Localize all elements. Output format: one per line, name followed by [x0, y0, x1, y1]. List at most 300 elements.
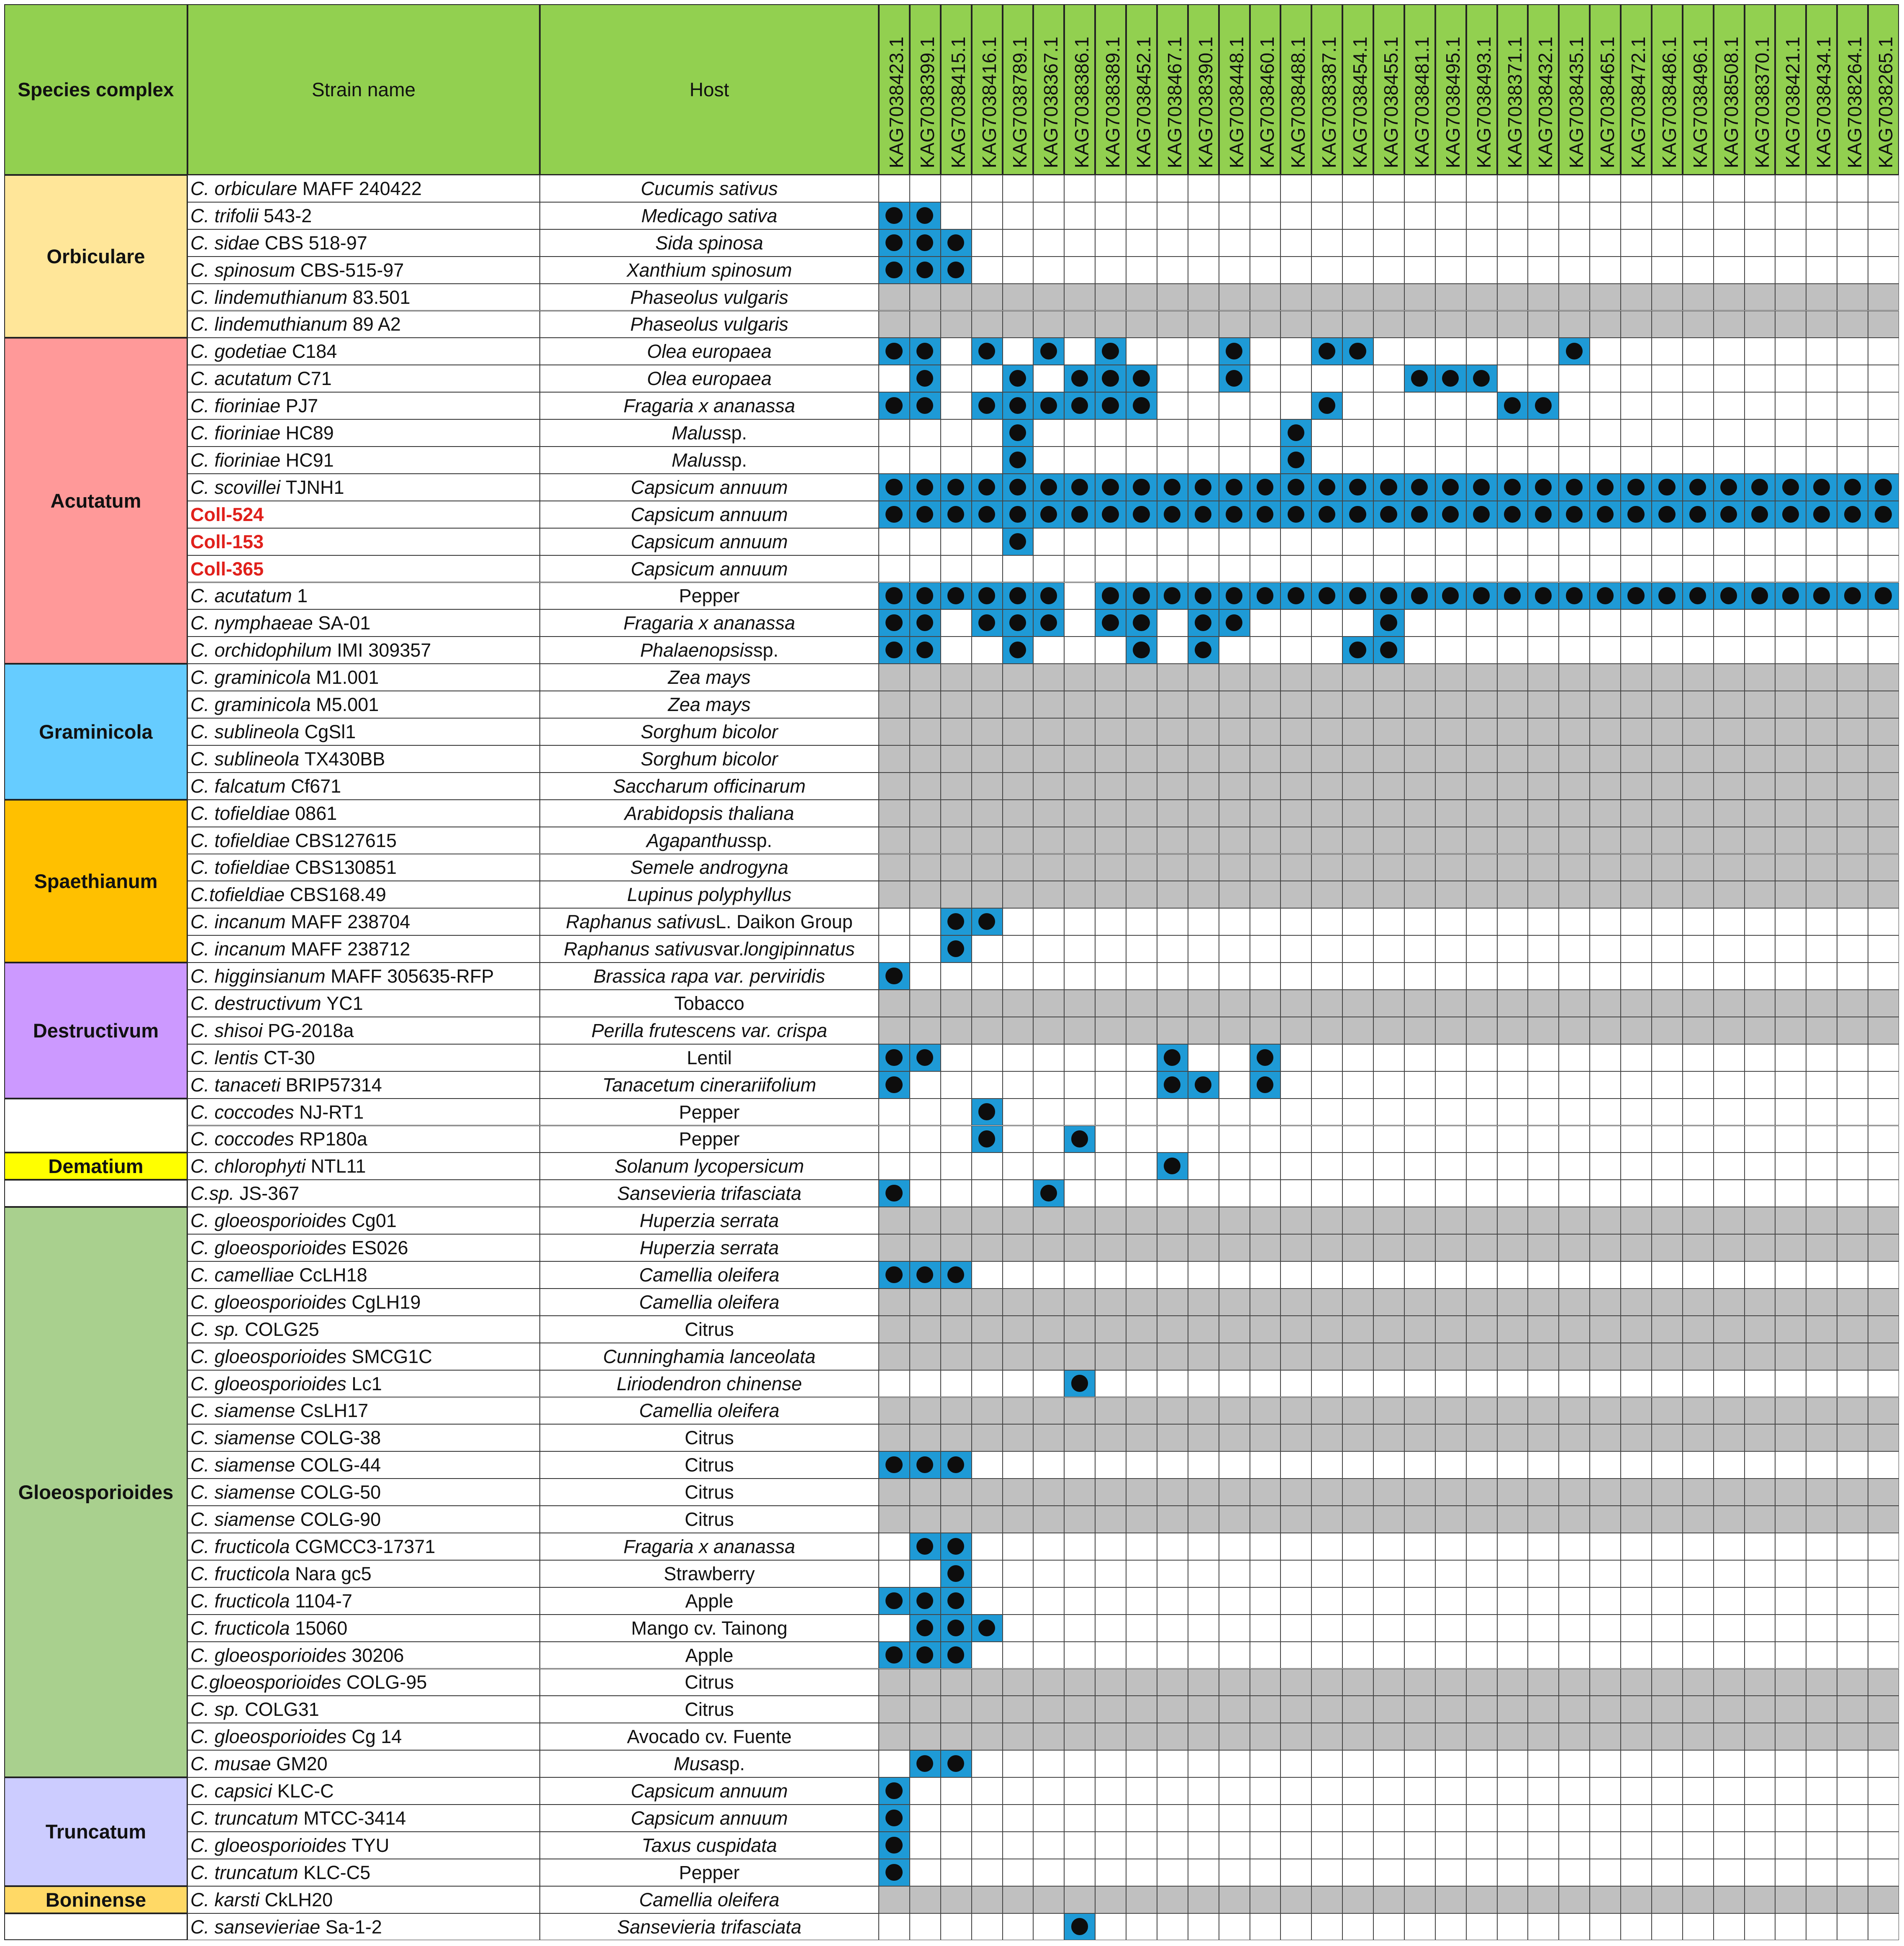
- empty-cell: [1745, 1696, 1776, 1723]
- empty-cell: [1033, 881, 1064, 908]
- empty-cell: [1652, 637, 1683, 664]
- host-cell: Malus sp.: [540, 447, 879, 474]
- empty-cell: [1342, 908, 1373, 935]
- empty-cell: [1064, 1642, 1095, 1669]
- empty-cell: [1250, 1805, 1281, 1832]
- empty-cell: [1559, 718, 1590, 745]
- strain-code: Cg 14: [352, 1726, 402, 1748]
- strain-name-cell: [187, 202, 540, 229]
- protein-column-header: [1219, 4, 1250, 175]
- presence-cell: [1033, 583, 1064, 610]
- empty-cell: [1590, 854, 1621, 881]
- strain-code: CBS 518-97: [264, 232, 367, 254]
- presence-dot: [1009, 370, 1026, 387]
- empty-cell: [1003, 1044, 1034, 1071]
- empty-cell: [1095, 1587, 1126, 1615]
- empty-cell: [1250, 1234, 1281, 1261]
- empty-cell: [1714, 1587, 1745, 1615]
- presence-dot: [1349, 479, 1366, 495]
- strain-name-cell: [187, 419, 540, 447]
- empty-cell: [1373, 935, 1404, 963]
- presence-dot: [1380, 614, 1397, 631]
- presence-dot: [885, 479, 902, 495]
- empty-cell: [1683, 1343, 1714, 1370]
- empty-cell: [1559, 311, 1590, 338]
- empty-cell: [1466, 1696, 1497, 1723]
- empty-cell: [1745, 392, 1776, 419]
- empty-cell: [1188, 935, 1219, 963]
- empty-cell: [1280, 1615, 1311, 1642]
- empty-cell: [1621, 1533, 1652, 1560]
- empty-cell: [1497, 257, 1528, 284]
- empty-cell: [1868, 1424, 1899, 1451]
- empty-cell: [1652, 1180, 1683, 1207]
- empty-cell: [1868, 773, 1899, 800]
- empty-cell: [1126, 1533, 1157, 1560]
- presence-dot: [885, 1782, 902, 1799]
- empty-cell: [1466, 800, 1497, 827]
- empty-cell: [941, 1099, 972, 1126]
- host-cell: Avocado cv. Fuente: [540, 1723, 879, 1750]
- strain-name-cell: [187, 1261, 540, 1289]
- empty-cell: [1868, 609, 1899, 637]
- empty-cell: [1528, 1153, 1559, 1180]
- presence-cell: [1497, 501, 1528, 528]
- presence-cell: [1528, 474, 1559, 501]
- empty-cell: [1497, 1642, 1528, 1669]
- presence-cell: [1466, 583, 1497, 610]
- empty-cell: [1652, 338, 1683, 365]
- empty-cell: [1126, 1506, 1157, 1533]
- empty-cell: [1868, 1696, 1899, 1723]
- strain-code: CBS-515-97: [300, 259, 404, 281]
- empty-cell: [1683, 1750, 1714, 1777]
- strain-name-cell: [187, 1777, 540, 1805]
- presence-dot: [885, 234, 902, 251]
- presence-cell: [972, 1099, 1003, 1126]
- empty-cell: [910, 1777, 941, 1805]
- strain-name-cell: [187, 1397, 540, 1425]
- protein-id-label: KAG7038496.1: [1689, 36, 1711, 168]
- empty-cell: [1745, 990, 1776, 1017]
- empty-cell: [1528, 1316, 1559, 1343]
- empty-cell: [1064, 175, 1095, 202]
- empty-cell: [972, 990, 1003, 1017]
- empty-cell: [910, 718, 941, 745]
- empty-cell: [1528, 1289, 1559, 1316]
- empty-cell: [1404, 773, 1435, 800]
- protein-id-label: KAG7038448.1: [1225, 36, 1247, 168]
- empty-cell: [1497, 1859, 1528, 1886]
- strain-name-cell: [187, 1723, 540, 1750]
- empty-cell: [1126, 1587, 1157, 1615]
- presence-cell: [1126, 637, 1157, 664]
- empty-cell: [1188, 1289, 1219, 1316]
- presence-cell: [1435, 583, 1466, 610]
- empty-cell: [1714, 1859, 1745, 1886]
- presence-dot: [978, 1620, 995, 1636]
- empty-cell: [1404, 311, 1435, 338]
- empty-cell: [1528, 311, 1559, 338]
- empty-cell: [1621, 528, 1652, 555]
- strain-code: Cf671: [291, 775, 341, 797]
- empty-cell: [1590, 311, 1621, 338]
- presence-dot: [1875, 587, 1891, 604]
- empty-cell: [1559, 691, 1590, 718]
- empty-cell: [1714, 1723, 1745, 1750]
- empty-cell: [1590, 935, 1621, 963]
- empty-cell: [1621, 1913, 1652, 1941]
- empty-cell: [1342, 1370, 1373, 1397]
- empty-cell: [1404, 881, 1435, 908]
- empty-cell: [910, 800, 941, 827]
- empty-cell: [1280, 1777, 1311, 1805]
- empty-cell: [1497, 1126, 1528, 1153]
- empty-cell: [1621, 447, 1652, 474]
- empty-cell: [1590, 1451, 1621, 1479]
- empty-cell: [1219, 175, 1250, 202]
- empty-cell: [1064, 1071, 1095, 1099]
- empty-cell: [1497, 745, 1528, 773]
- empty-cell: [1342, 1533, 1373, 1560]
- empty-cell: [1652, 1750, 1683, 1777]
- empty-cell: [1250, 1832, 1281, 1859]
- presence-dot: [1504, 397, 1521, 414]
- empty-cell: [1590, 1397, 1621, 1425]
- empty-cell: [1837, 365, 1868, 392]
- empty-cell: [1342, 854, 1373, 881]
- host-cell: Agapanthus sp.: [540, 827, 879, 854]
- empty-cell: [1590, 1723, 1621, 1750]
- presence-cell: [1559, 583, 1590, 610]
- presence-dot: [916, 479, 933, 495]
- presence-dot: [916, 262, 933, 278]
- empty-cell: [1435, 447, 1466, 474]
- empty-cell: [1775, 1044, 1806, 1071]
- empty-cell: [1683, 1479, 1714, 1506]
- empty-cell: [941, 447, 972, 474]
- empty-cell: [879, 1424, 910, 1451]
- empty-cell: [1404, 1234, 1435, 1261]
- empty-cell: [1404, 1723, 1435, 1750]
- empty-cell: [910, 1153, 941, 1180]
- empty-cell: [1837, 908, 1868, 935]
- empty-cell: [1559, 1723, 1590, 1750]
- empty-cell: [1404, 555, 1435, 583]
- empty-cell: [1621, 773, 1652, 800]
- empty-cell: [1095, 1207, 1126, 1234]
- empty-cell: [1373, 528, 1404, 555]
- empty-cell: [1683, 365, 1714, 392]
- protein-column-header: [972, 4, 1003, 175]
- presence-dot: [916, 1266, 933, 1283]
- empty-cell: [1095, 637, 1126, 664]
- empty-cell: [1590, 1017, 1621, 1044]
- empty-cell: [1003, 773, 1034, 800]
- empty-cell: [1868, 1234, 1899, 1261]
- empty-cell: [1528, 773, 1559, 800]
- empty-cell: [1404, 854, 1435, 881]
- empty-cell: [1652, 392, 1683, 419]
- empty-cell: [1868, 718, 1899, 745]
- empty-cell: [1683, 1071, 1714, 1099]
- empty-cell: [1342, 935, 1373, 963]
- presence-dot: [1319, 587, 1335, 604]
- empty-cell: [1466, 528, 1497, 555]
- empty-cell: [1745, 609, 1776, 637]
- empty-cell: [1280, 1859, 1311, 1886]
- presence-cell: [1652, 474, 1683, 501]
- empty-cell: [1652, 1289, 1683, 1316]
- host-cell: Citrus: [540, 1669, 879, 1696]
- empty-cell: [941, 284, 972, 311]
- empty-cell: [1806, 1533, 1837, 1560]
- empty-cell: [1497, 1832, 1528, 1859]
- empty-cell: [1775, 637, 1806, 664]
- strain-species: C. falcatum: [190, 775, 286, 797]
- strain-species: C. gloeosporioides: [190, 1291, 346, 1313]
- empty-cell: [1683, 1451, 1714, 1479]
- empty-cell: [879, 990, 910, 1017]
- strain-code: TX430BB: [304, 748, 385, 770]
- empty-cell: [1064, 609, 1095, 637]
- presence-dot: [1195, 614, 1211, 631]
- presence-dot: [1689, 587, 1706, 604]
- empty-cell: [1435, 691, 1466, 718]
- empty-cell: [1064, 718, 1095, 745]
- empty-cell: [1373, 1479, 1404, 1506]
- protein-id-label: KAG7038435.1: [1565, 36, 1588, 168]
- empty-cell: [1435, 1180, 1466, 1207]
- empty-cell: [1404, 1424, 1435, 1451]
- presence-dot: [1627, 506, 1644, 523]
- empty-cell: [910, 1017, 941, 1044]
- empty-cell: [1837, 1859, 1868, 1886]
- empty-cell: [1126, 1153, 1157, 1180]
- empty-cell: [1188, 718, 1219, 745]
- empty-cell: [1590, 745, 1621, 773]
- empty-cell: [1219, 1180, 1250, 1207]
- empty-cell: [1621, 1805, 1652, 1832]
- presence-cell: [1435, 365, 1466, 392]
- empty-cell: [1157, 392, 1188, 419]
- empty-cell: [1311, 773, 1342, 800]
- empty-cell: [1404, 908, 1435, 935]
- empty-cell: [1095, 1723, 1126, 1750]
- empty-cell: [1806, 1805, 1837, 1832]
- empty-cell: [1868, 338, 1899, 365]
- empty-cell: [1528, 1642, 1559, 1669]
- presence-dot: [1504, 479, 1521, 495]
- empty-cell: [1157, 1099, 1188, 1126]
- presence-cell: [1373, 501, 1404, 528]
- empty-cell: [879, 1397, 910, 1425]
- strain-name-cell: [187, 1343, 540, 1370]
- empty-cell: [1033, 691, 1064, 718]
- empty-cell: [1497, 881, 1528, 908]
- empty-cell: [1590, 1289, 1621, 1316]
- presence-cell: [1683, 583, 1714, 610]
- empty-cell: [1219, 773, 1250, 800]
- empty-cell: [1868, 963, 1899, 990]
- strain-species: C. coccodes: [190, 1128, 294, 1150]
- presence-dot: [885, 1076, 902, 1093]
- empty-cell: [1280, 1750, 1311, 1777]
- empty-cell: [1806, 257, 1837, 284]
- host-cell: Arabidopsis thaliana: [540, 800, 879, 827]
- empty-cell: [972, 1642, 1003, 1669]
- strain-species: C. shisoi: [190, 1019, 263, 1041]
- empty-cell: [1064, 935, 1095, 963]
- empty-cell: [1250, 718, 1281, 745]
- presence-cell: [1745, 583, 1776, 610]
- empty-cell: [1868, 1343, 1899, 1370]
- presence-cell: [1311, 338, 1342, 365]
- empty-cell: [1466, 419, 1497, 447]
- empty-cell: [1528, 1832, 1559, 1859]
- empty-cell: [1033, 1533, 1064, 1560]
- empty-cell: [1188, 1615, 1219, 1642]
- host-cell: Fragaria x ananassa: [540, 609, 879, 637]
- empty-cell: [1837, 1180, 1868, 1207]
- empty-cell: [1373, 392, 1404, 419]
- empty-cell: [1373, 1370, 1404, 1397]
- empty-cell: [1837, 854, 1868, 881]
- empty-cell: [1837, 1397, 1868, 1425]
- empty-cell: [941, 990, 972, 1017]
- empty-cell: [972, 1370, 1003, 1397]
- presence-cell: [1003, 365, 1034, 392]
- host-cell: Semele androgyna: [540, 854, 879, 881]
- empty-cell: [910, 1370, 941, 1397]
- empty-cell: [1652, 555, 1683, 583]
- presence-dot: [916, 1620, 933, 1636]
- empty-cell: [1466, 1913, 1497, 1941]
- presence-dot: [1040, 506, 1057, 523]
- presence-dot: [1102, 343, 1119, 359]
- presence-cell: [1714, 501, 1745, 528]
- empty-cell: [1064, 827, 1095, 854]
- empty-cell: [1745, 1913, 1776, 1941]
- empty-cell: [1033, 854, 1064, 881]
- empty-cell: [1590, 609, 1621, 637]
- empty-cell: [1280, 935, 1311, 963]
- protein-id-label: KAG7038481.1: [1411, 36, 1433, 168]
- empty-cell: [1559, 800, 1590, 827]
- empty-cell: [1280, 881, 1311, 908]
- empty-cell: [941, 963, 972, 990]
- strain-species: C. chlorophyti: [190, 1155, 306, 1177]
- presence-dot: [1720, 506, 1737, 523]
- empty-cell: [1745, 419, 1776, 447]
- empty-cell: [1280, 1099, 1311, 1126]
- empty-cell: [1003, 1615, 1034, 1642]
- empty-cell: [1404, 1099, 1435, 1126]
- empty-cell: [1250, 1506, 1281, 1533]
- presence-dot: [885, 642, 902, 658]
- presence-dot: [1133, 479, 1150, 495]
- empty-cell: [1188, 1099, 1219, 1126]
- presence-dot: [1257, 1049, 1273, 1066]
- empty-cell: [1311, 745, 1342, 773]
- empty-cell: [1466, 1044, 1497, 1071]
- strain-code: Cg01: [352, 1210, 397, 1232]
- empty-cell: [1714, 338, 1745, 365]
- empty-cell: [1033, 800, 1064, 827]
- strain-species: C. siamense: [190, 1454, 295, 1476]
- empty-cell: [1342, 555, 1373, 583]
- empty-cell: [1311, 637, 1342, 664]
- empty-cell: [1126, 1696, 1157, 1723]
- empty-cell: [1466, 908, 1497, 935]
- empty-cell: [1404, 1642, 1435, 1669]
- host-cell: Capsicum annuum: [540, 528, 879, 555]
- empty-cell: [1745, 1207, 1776, 1234]
- empty-cell: [1095, 1805, 1126, 1832]
- empty-cell: [1003, 1750, 1034, 1777]
- host-cell: Pepper: [540, 583, 879, 610]
- empty-cell: [1528, 1126, 1559, 1153]
- empty-cell: [1466, 1153, 1497, 1180]
- protein-id-label: KAG7038508.1: [1720, 36, 1742, 168]
- presence-cell: [1404, 501, 1435, 528]
- empty-cell: [1528, 175, 1559, 202]
- empty-cell: [1837, 1533, 1868, 1560]
- empty-cell: [1404, 1343, 1435, 1370]
- presence-dot: [1040, 479, 1057, 495]
- empty-cell: [1590, 365, 1621, 392]
- strain-code: HC89: [285, 422, 334, 444]
- empty-cell: [1806, 1044, 1837, 1071]
- presence-cell: [941, 1750, 972, 1777]
- strain-species: C. siamense: [190, 1427, 295, 1449]
- presence-cell: [1621, 474, 1652, 501]
- empty-cell: [1064, 1479, 1095, 1506]
- host-cell: Citrus: [540, 1479, 879, 1506]
- strain-species: C. fructicola: [190, 1563, 290, 1584]
- presence-cell: [879, 637, 910, 664]
- presence-dot: [1009, 587, 1026, 604]
- empty-cell: [1250, 1289, 1281, 1316]
- empty-cell: [1806, 1886, 1837, 1913]
- empty-cell: [1311, 1750, 1342, 1777]
- empty-cell: [1559, 1642, 1590, 1669]
- empty-cell: [1621, 1560, 1652, 1587]
- strain-name-cell: [187, 311, 540, 338]
- empty-cell: [1806, 311, 1837, 338]
- presence-dot: [916, 1646, 933, 1663]
- empty-cell: [1404, 1832, 1435, 1859]
- empty-cell: [1126, 1424, 1157, 1451]
- empty-cell: [1683, 392, 1714, 419]
- protein-column-header: [910, 4, 941, 175]
- empty-cell: [1466, 1777, 1497, 1805]
- strain-code: 543-2: [264, 205, 312, 226]
- empty-cell: [1250, 257, 1281, 284]
- protein-column-header: [1497, 4, 1528, 175]
- host-cell: Malus sp.: [540, 419, 879, 447]
- empty-cell: [1126, 1451, 1157, 1479]
- presence-dot: [1257, 479, 1273, 495]
- empty-cell: [1559, 609, 1590, 637]
- presence-cell: [1373, 637, 1404, 664]
- empty-cell: [1528, 1424, 1559, 1451]
- empty-cell: [1250, 1343, 1281, 1370]
- empty-cell: [1837, 1424, 1868, 1451]
- empty-cell: [1342, 1805, 1373, 1832]
- strain-name-cell: [187, 773, 540, 800]
- empty-cell: [1775, 1180, 1806, 1207]
